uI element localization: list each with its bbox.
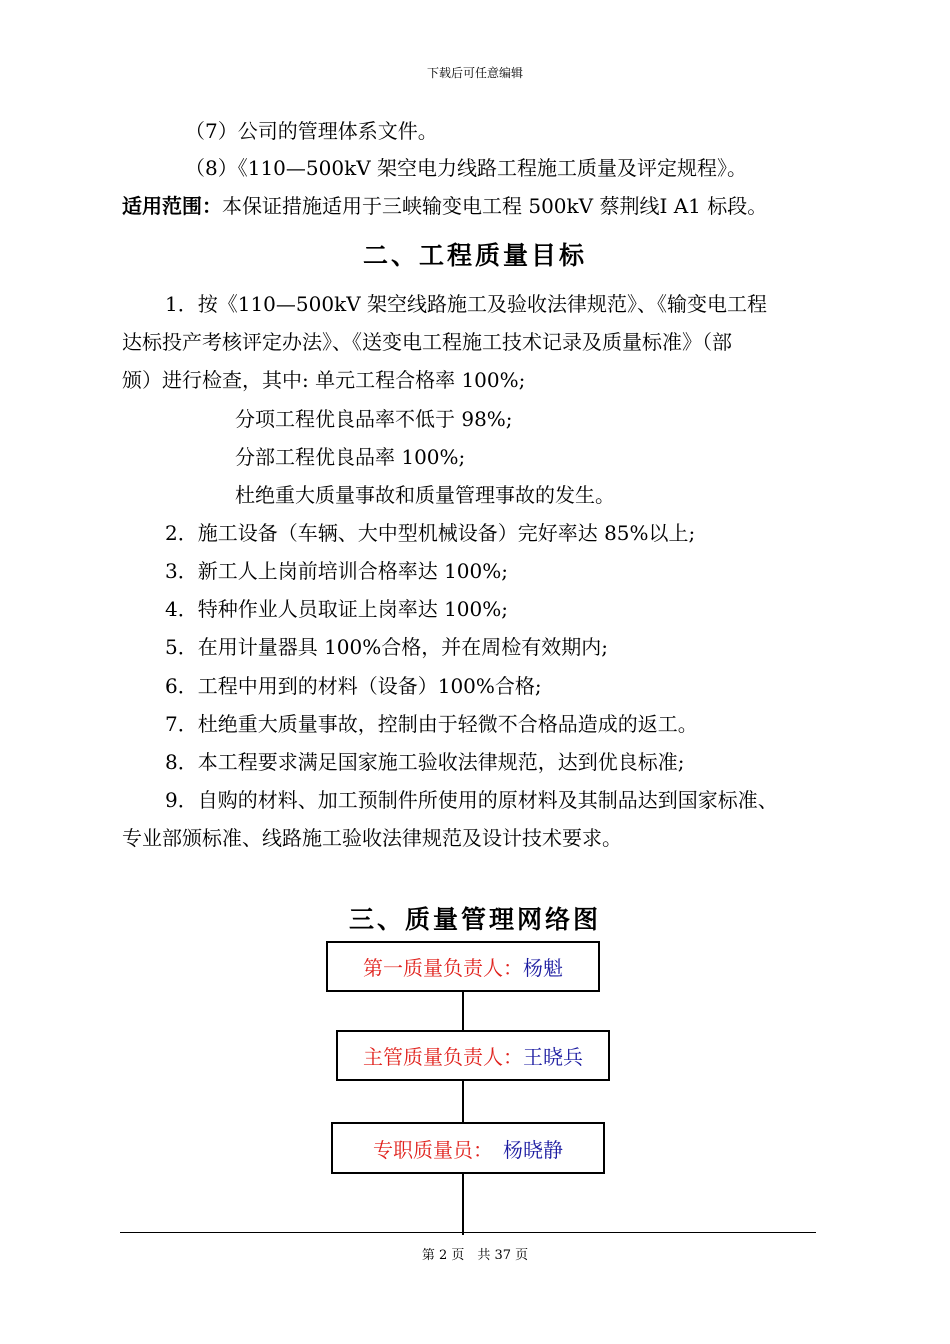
org-person: 杨晓静 xyxy=(503,1137,563,1162)
goal-9: 9．自购的材料、加工预制件所使用的原材料及其制品达到国家标准、 xyxy=(165,788,778,812)
section3-title: 三、质量管理网络图 xyxy=(348,905,601,934)
section2-title: 二、工程质量目标 xyxy=(362,241,587,270)
goal-1-sub-1: 分项工程优良品率不低于 98%; xyxy=(235,407,513,431)
page-footer: 第 2 页 共 37 页 xyxy=(421,1248,529,1263)
org-person: 杨魁 xyxy=(523,956,563,980)
connector-line xyxy=(462,1079,464,1123)
scope-paragraph xyxy=(122,193,767,219)
org-role: 主管质量负责人： xyxy=(363,1045,523,1069)
connector-line xyxy=(462,1173,464,1235)
goal-2: 2．施工设备（车辆、大中型机械设备）完好率达 85%以上; xyxy=(165,521,696,545)
goal-1-line-3: 颁）进行检查，其中: 单元工程合格率 100%; xyxy=(122,368,526,392)
org-role: 专职质量员： xyxy=(373,1137,493,1162)
org-person: 王晓兵 xyxy=(523,1045,583,1069)
footer-divider xyxy=(120,1232,816,1233)
connector-line xyxy=(462,991,464,1032)
goal-9-continued: 专业部颁标准、线路施工验收法律规范及设计技术要求。 xyxy=(122,826,622,850)
goal-4: 4．特种作业人员取证上岗率达 100%; xyxy=(165,597,508,621)
goal-1-sub-2: 分部工程优良品率 100%; xyxy=(235,445,466,469)
goal-1-line-2: 达标投产考核评定办法》、《送变电工程施工技术记录及质量标准》（部 xyxy=(122,330,732,354)
intro-item-8: （8）《110—500kV 架空电力线路工程施工质量及评定规程》。 xyxy=(185,156,747,180)
goal-8: 8．本工程要求满足国家施工验收法律规范，达到优良标准; xyxy=(165,750,685,774)
org-box-quality-inspector xyxy=(331,1122,605,1174)
goal-1-line-1: 1．按《110—500kV 架空线路施工及验收法律规范》、《输变电工程 xyxy=(165,292,767,316)
org-role: 第一质量负责人： xyxy=(363,956,523,980)
org-box-main-responsible xyxy=(336,1030,610,1081)
org-box-first-responsible xyxy=(326,941,600,992)
scope-label: 适用范围： xyxy=(122,194,222,218)
goal-1-sub-3: 杜绝重大质量事故和质量管理事故的发生。 xyxy=(235,483,615,507)
intro-item-7: （7）公司的管理体系文件。 xyxy=(185,119,438,143)
page-header: 下载后可任意编辑 xyxy=(426,66,523,80)
scope-text: 本保证措施适用于三峡输变电工程 500kV 蔡荆线Ⅰ A1 标段。 xyxy=(222,194,768,218)
goal-7: 7．杜绝重大质量事故，控制由于轻微不合格品造成的返工。 xyxy=(165,712,698,736)
goal-6: 6．工程中用到的材料（设备）100%合格; xyxy=(165,674,542,698)
goal-3: 3．新工人上岗前培训合格率达 100%; xyxy=(165,559,508,583)
goal-5: 5．在用计量器具 100%合格，并在周检有效期内; xyxy=(165,635,608,659)
